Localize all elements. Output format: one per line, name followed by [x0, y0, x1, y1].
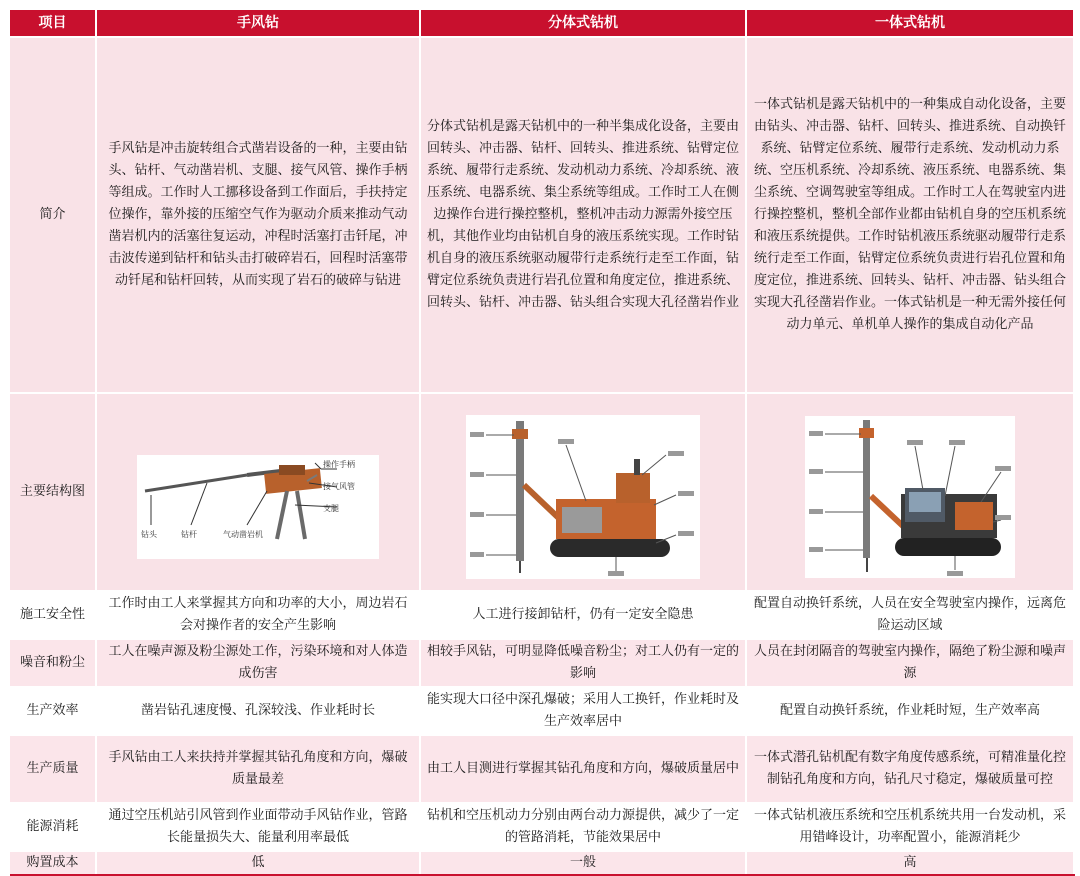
- structure-integrated-drill: [746, 393, 1074, 591]
- intro-hand-drill-text: 手风钻是冲击旋转组合式凿岩设备的一种，主要由钻头、钻杆、气动凿岩机、支腿、接气风管、操作手柄等组成。工作时人工挪移设备到工作面后，手扶持定位操作，靠外接的压缩空气作为驱动介质来推动气动凿岩机内的活塞往复运动，冲程时活塞打击钎尾，冲击波传递到钻杆和钻头击打破碎岩石，回程时活塞带动钎尾和钻杆回转，从而实现了岩石的破碎与钻进: [108, 141, 408, 288]
- efficiency-hand-drill: 凿岩钻孔速度慢、孔深较浅、作业耗时长: [96, 687, 420, 735]
- noise-split-drill: 相较手风钻，可明显降低噪音粉尘；对工人仍有一定的影响: [420, 639, 746, 687]
- row-label-intro: 简介: [10, 37, 96, 393]
- label-hose: 接气风管: [323, 482, 355, 491]
- header-item: 项目: [10, 10, 96, 37]
- label-bit: 钻头: [141, 530, 157, 539]
- integrated-drill-illustration: [805, 416, 1015, 578]
- cost-integrated-drill: 高: [746, 851, 1074, 875]
- comparison-table: [10, 10, 1075, 876]
- header-row: [10, 10, 1074, 37]
- energy-integrated-drill: 一体式钻机液压系统和空压机系统共用一台发动机，采用错峰设计，功率配置小，能源消耗少: [746, 803, 1074, 851]
- label-drill: 气动凿岩机: [223, 530, 263, 539]
- energy-split-drill: 钻机和空压机动力分别由两台动力源提供，减少了一定的管路消耗，节能效果居中: [420, 803, 746, 851]
- cost-hand-drill: 低: [96, 851, 420, 875]
- cost-split-drill: 一般: [420, 851, 746, 875]
- safety-split-drill: 人工进行接卸钻杆，仍有一定安全隐患: [420, 591, 746, 639]
- row-structure: [10, 393, 1074, 591]
- noise-hand-drill: 工人在噪声源及粉尘源处工作，污染环境和对人体造成伤害: [96, 639, 420, 687]
- row-intro: [10, 37, 1074, 393]
- safety-hand-drill: 工作时由工人来掌握其方向和功率的大小，周边岩石会对操作者的安全产生影响: [96, 591, 420, 639]
- intro-hand-drill: [96, 37, 420, 393]
- split-drill-diagram: [466, 415, 700, 579]
- label-leg: 支腿: [323, 504, 339, 513]
- row-noise: [10, 639, 1074, 687]
- header-split-drill: 分体式钻机: [420, 10, 746, 37]
- row-label-safety: 施工安全性: [10, 591, 96, 639]
- label-handle: 操作手柄: [323, 460, 355, 469]
- efficiency-split-drill: 能实现大口径中深孔爆破；采用人工换钎，作业耗时及生产效率居中: [420, 687, 746, 735]
- split-drill-illustration: [466, 415, 700, 579]
- row-label-quality: 生产质量: [10, 735, 96, 803]
- row-label-noise: 噪音和粉尘: [10, 639, 96, 687]
- header-integrated-drill: 一体式钻机: [746, 10, 1074, 37]
- quality-integrated-drill: 一体式潜孔钻机配有数字角度传感系统，可精准量化控制钻孔角度和方向，钻孔尺寸稳定，爆破质量可控: [746, 735, 1074, 803]
- row-label-cost: 购置成本: [10, 851, 96, 875]
- integrated-drill-diagram: [805, 416, 1015, 578]
- row-cost: [10, 851, 1074, 875]
- quality-split-drill: 由工人目测进行掌握其钻孔角度和方向，爆破质量居中: [420, 735, 746, 803]
- row-efficiency: [10, 687, 1074, 735]
- hand-drill-illustration: [137, 455, 379, 559]
- structure-split-drill: [420, 393, 746, 591]
- quality-hand-drill: 手风钻由工人来扶持并掌握其钻孔角度和方向，爆破质量最差: [96, 735, 420, 803]
- noise-integrated-drill: 人员在封闭隔音的驾驶室内操作，隔绝了粉尘源和噪声源: [746, 639, 1074, 687]
- energy-hand-drill: 通过空压机站引风管到作业面带动手风钻作业，管路长能量损失大、能量利用率最低: [96, 803, 420, 851]
- hand-drill-diagram: [137, 455, 379, 559]
- intro-integrated-drill: 一体式钻机是露天钻机中的一种集成自动化设备，主要由钻头、冲击器、钻杆、回转头、推进系统、自动换钎系统、钻臂定位系统、履带行走系统、发动机动力系统、空压机系统、冷却系统、液压系统、电器系统、集尘系统、空调驾驶室等组成。工作时工人在驾驶室内进行操控整机，整机全部作业都由钻机自身的空压机系统和液压系统提供。工作时钻机液压系统驱动履带行走系统行走至工作面，钻臂定位系统负责进行岩孔位置和角度定位，推进系统、回转头、钻杆、冲击器、钻头组合实现大孔径凿岩作业。一体式钻机是一种无需外接任何动力单元、单机单人操作的集成自动化产品: [746, 37, 1074, 393]
- structure-hand-drill: [96, 393, 420, 591]
- efficiency-integrated-drill: 配置自动换钎系统，作业耗时短，生产效率高: [746, 687, 1074, 735]
- row-label-structure: 主要结构图: [10, 393, 96, 591]
- safety-integrated-drill: 配置自动换钎系统，人员在安全驾驶室内操作，远离危险运动区域: [746, 591, 1074, 639]
- row-quality: [10, 735, 1074, 803]
- row-label-energy: 能源消耗: [10, 803, 96, 851]
- label-rod: 钻杆: [181, 530, 197, 539]
- row-energy: [10, 803, 1074, 851]
- row-safety: [10, 591, 1074, 639]
- header-hand-drill: 手风钻: [96, 10, 420, 37]
- intro-split-drill: 分体式钻机是露天钻机中的一种半集成化设备，主要由回转头、冲击器、钻杆、回转头、推进系统、钻臂定位系统、履带行走系统、发动机动力系统、冷却系统、液压系统、电器系统、集尘系统等组成。工作时工人在侧边操作台进行操控整机，整机冲击动力源需外接空压机，其他作业均由钻机自身的液压系统实现。工作时钻机自身的液压系统驱动履带行走系统行走至工作面，钻臂定位系统负责进行岩孔位置和角度定位，推进系统、回转头、钻杆、冲击器、钻头组合实现大孔径凿岩作业: [420, 37, 746, 393]
- row-label-efficiency: 生产效率: [10, 687, 96, 735]
